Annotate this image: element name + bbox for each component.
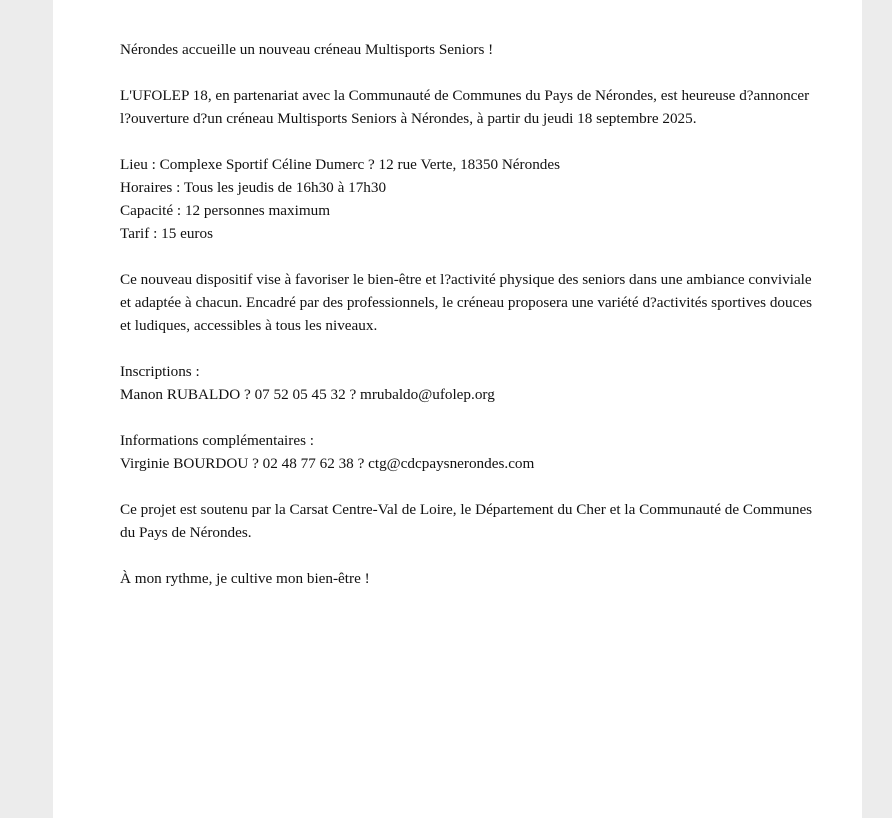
closing-line: À mon rythme, je cultive mon bien-être ! [120, 570, 370, 587]
detail-tarif: Tarif : 15 euros [120, 225, 213, 242]
details-block [120, 153, 820, 245]
detail-horaires: Horaires : Tous les jeudis de 16h30 à 17h30 [120, 179, 387, 196]
document-content [120, 38, 820, 613]
inscriptions-block [120, 360, 820, 406]
detail-capacite: Capacité : 12 personnes maximum [120, 202, 331, 219]
intro-paragraph: L'UFOLEP 18, en partenariat avec la Communauté de Communes du Pays de Nérondes, est heureuse d?annoncer l?ouverture d?un créneau Multisports Seniors à Nérondes, à partir du jeudi 18 septembre 2025. [120, 87, 810, 127]
inscriptions-label: Inscriptions : [120, 363, 200, 380]
informations-label: Informations complémentaires : [120, 432, 315, 449]
document-page [53, 0, 862, 818]
document-title: Nérondes accueille un nouveau créneau Multisports Seniors ! [120, 41, 494, 58]
description-paragraph: Ce nouveau dispositif vise à favoriser le bien-être et l?activité physique des seniors dans une ambiance conviviale et adaptée à chacun. Encadré par des professionnels, le créneau proposera une variété d?activités sportives douces et ludiques, accessibles à tous les niveaux. [120, 271, 812, 334]
informations-contact: Virginie BOURDOU ? 02 48 77 62 38 ? ctg@cdcpaysnerondes.com [120, 455, 535, 472]
inscriptions-contact: Manon RUBALDO ? 07 52 05 45 32 ? mrubaldo@ufolep.org [120, 386, 495, 403]
informations-block [120, 429, 820, 475]
detail-lieu: Lieu : Complexe Sportif Céline Dumerc ? 12 rue Verte, 18350 Nérondes [120, 156, 561, 173]
support-paragraph: Ce projet est soutenu par la Carsat Centre-Val de Loire, le Département du Cher et la Communauté de Communes du Pays de Nérondes. [120, 501, 813, 541]
